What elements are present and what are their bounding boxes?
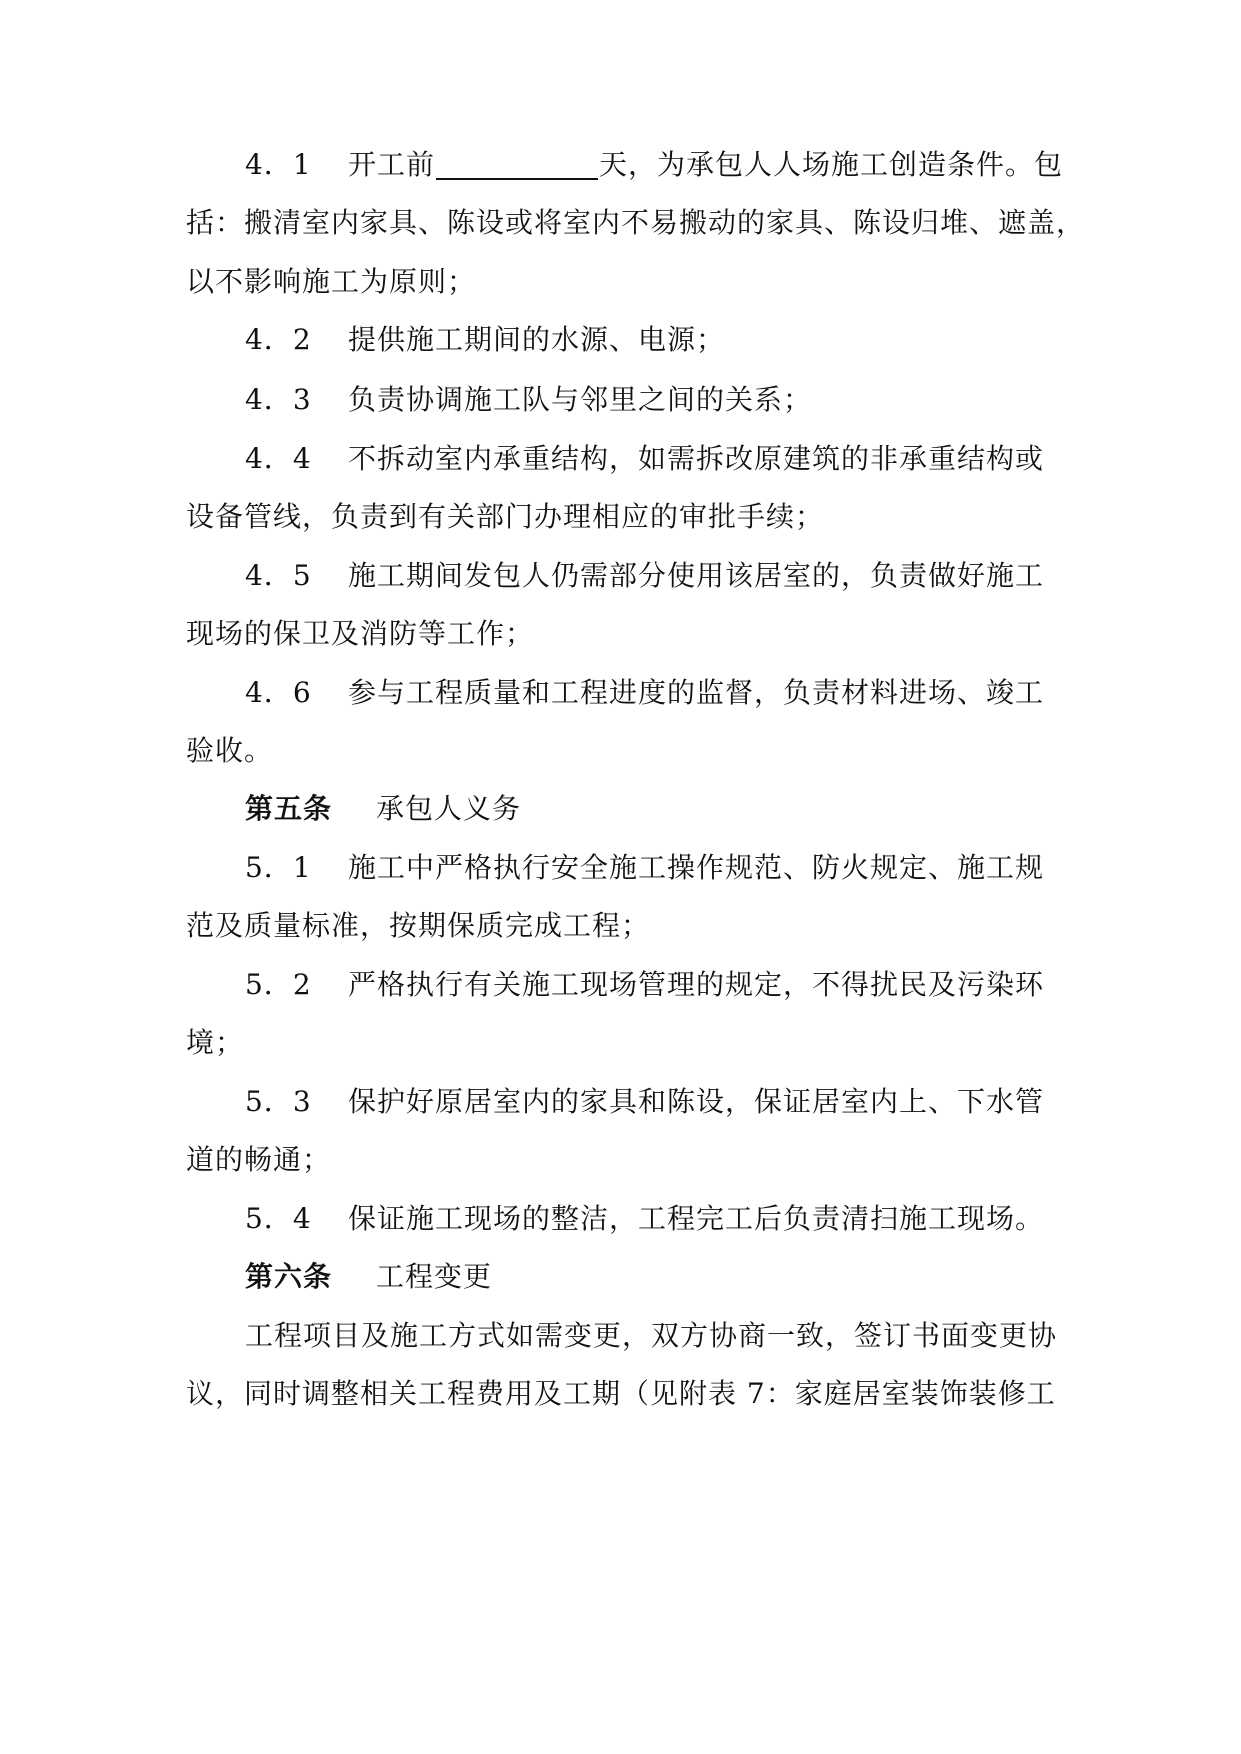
clause-text-part1: 开工前 bbox=[348, 148, 436, 181]
clause-number: 5．1 bbox=[245, 851, 312, 884]
clause-text: 施工期间发包人仍需部分使用该居室的，负责做好施工 bbox=[348, 559, 1045, 592]
clause-4-4 bbox=[245, 439, 1044, 479]
clause-number: 4．2 bbox=[245, 323, 312, 356]
clause-number: 4．1 bbox=[245, 148, 312, 181]
clause-number: 4．4 bbox=[245, 442, 312, 475]
clause-text-part2: 天，为承包人人场施工创造条件。包 bbox=[599, 148, 1064, 181]
clause-number: 5．2 bbox=[245, 968, 312, 1001]
paragraph-line-2: 议，同时调整相关工程费用及工期（见附表 7：家庭居室装饰装修工 bbox=[186, 1377, 1056, 1410]
clause-text: 提供施工期间的水源、电源； bbox=[348, 323, 726, 356]
clause-number: 5．3 bbox=[245, 1085, 312, 1118]
clause-4-5 bbox=[245, 556, 1044, 596]
paragraph-line-1: 工程项目及施工方式如需变更，双方协商一致，签订书面变更协 bbox=[245, 1319, 1058, 1352]
clause-text: 保护好原居室内的家具和陈设，保证居室内上、下水管 bbox=[348, 1085, 1045, 1118]
clause-number: 4．3 bbox=[245, 383, 312, 416]
article-heading-5 bbox=[245, 789, 521, 829]
clause-number: 4．6 bbox=[245, 676, 312, 709]
clause-5-3 bbox=[245, 1082, 1044, 1122]
clause-5-4 bbox=[245, 1199, 1044, 1239]
clause-4-1-cont-1: 括：搬清室内家具、陈设或将室内不易搬动的家具、陈设归堆、遮盖， bbox=[186, 206, 1086, 239]
article-title: 工程变更 bbox=[376, 1260, 493, 1293]
clause-4-6-cont: 验收。 bbox=[186, 734, 274, 767]
clause-text: 施工中严格执行安全施工操作规范、防火规定、施工规 bbox=[348, 851, 1045, 884]
clause-text: 不拆动室内承重结构，如需拆改原建筑的非承重结构或 bbox=[348, 442, 1045, 475]
clause-text: 负责协调施工队与邻里之间的关系； bbox=[348, 383, 813, 416]
clause-4-2 bbox=[245, 320, 725, 360]
clause-4-4-cont: 设备管线，负责到有关部门办理相应的审批手续； bbox=[186, 500, 825, 533]
clause-5-3-cont: 道的畅通； bbox=[186, 1143, 332, 1176]
clause-number: 4．5 bbox=[245, 559, 312, 592]
article-number: 第六条 bbox=[245, 1260, 333, 1293]
article-heading-6 bbox=[245, 1257, 492, 1297]
clause-4-6 bbox=[245, 673, 1044, 713]
fill-in-blank bbox=[436, 148, 598, 180]
clause-text: 参与工程质量和工程进度的监督，负责材料进场、竣工 bbox=[348, 676, 1045, 709]
clause-4-1-cont-2: 以不影响施工为原则； bbox=[186, 265, 477, 298]
clause-number: 5．4 bbox=[245, 1202, 312, 1235]
clause-5-2 bbox=[245, 965, 1044, 1005]
article-title: 承包人义务 bbox=[376, 792, 522, 825]
clause-5-1-cont: 范及质量标准，按期保质完成工程； bbox=[186, 909, 651, 942]
clause-4-3 bbox=[245, 380, 812, 420]
clause-5-2-cont: 境； bbox=[186, 1026, 245, 1059]
clause-4-5-cont: 现场的保卫及消防等工作； bbox=[186, 617, 535, 650]
clause-text: 保证施工现场的整洁，工程完工后负责清扫施工现场。 bbox=[348, 1202, 1045, 1235]
clause-text: 严格执行有关施工现场管理的规定，不得扰民及污染环 bbox=[348, 968, 1045, 1001]
clause-4-1 bbox=[245, 145, 1063, 185]
clause-5-1 bbox=[245, 848, 1044, 888]
article-number: 第五条 bbox=[245, 792, 333, 825]
